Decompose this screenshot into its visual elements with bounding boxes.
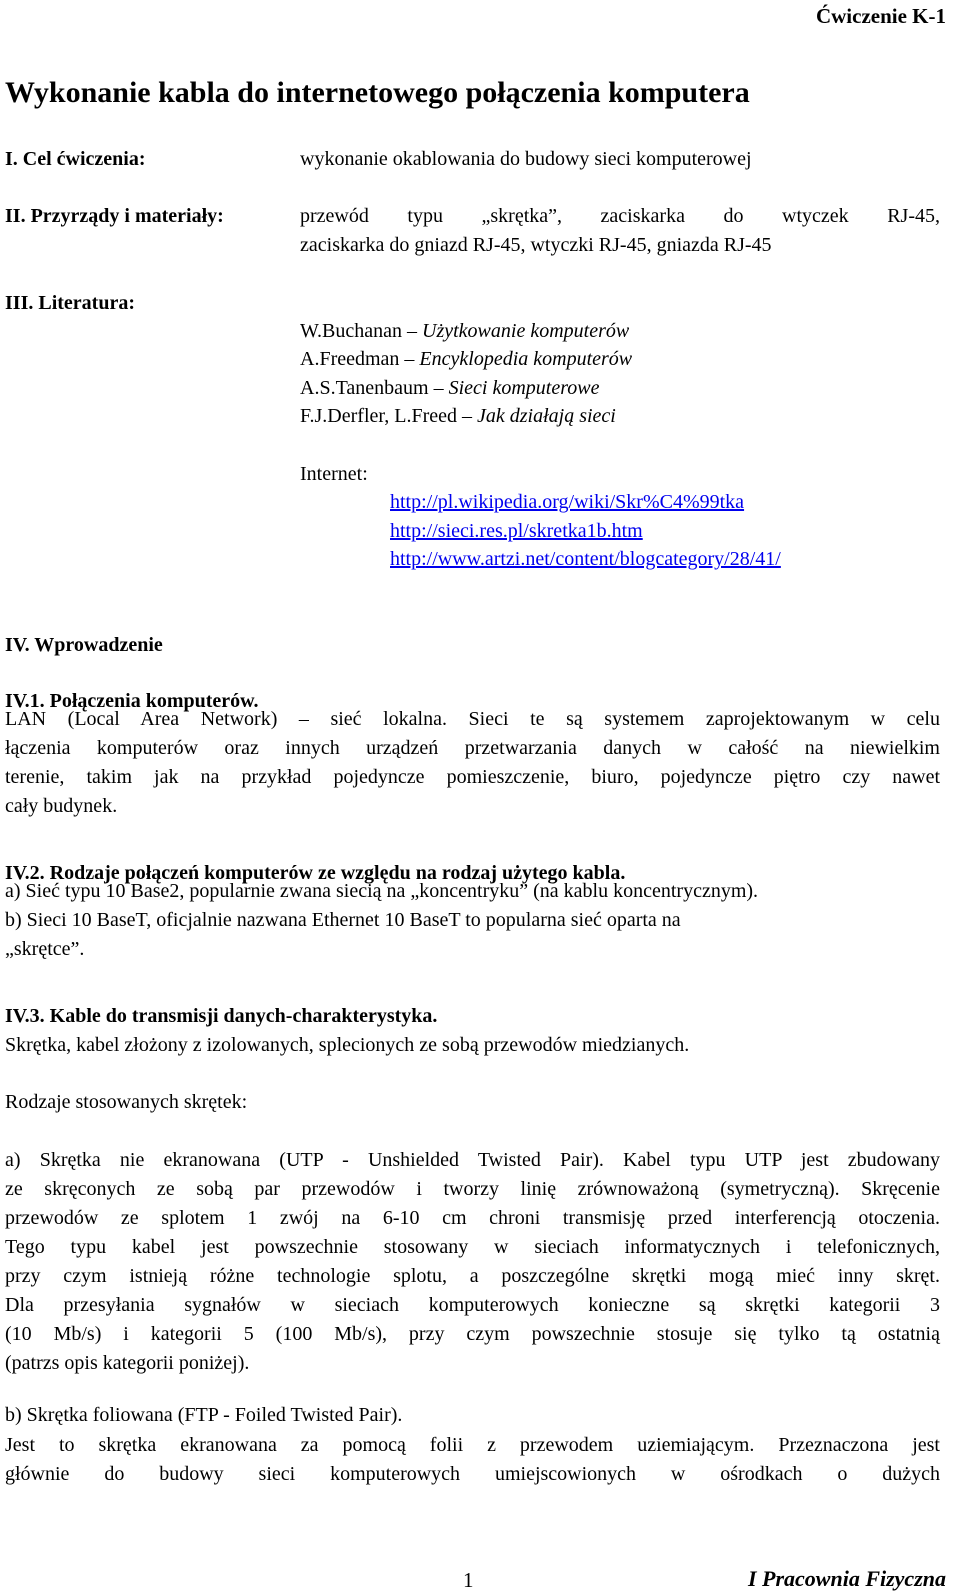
subsection-heading: IV.2. Rodzaje połączeń komputerów ze względu na rodzaj użytego kabla. [5,862,626,884]
connection-types [5,877,940,964]
tools-line-1: przewód typu „skrętka”, zaciskarka do wtyczek RJ-45, [300,205,940,227]
book-author: W.Buchanan – [300,320,423,342]
book-title: Jak działają sieci [477,405,616,427]
link-wikipedia[interactable]: http://pl.wikipedia.org/wiki/Skr%C4%99tka [390,491,745,513]
tools-line-2: zaciskarka do gniazd RJ-45, wtyczki RJ-45, gniazda RJ-45 [300,234,772,256]
text-line: LAN (Local Area Network) – sieć lokalna. Sieci te są systemem zaprojektowanym w celu [5,708,940,730]
text-line: terenie, takim jak na przykład pojedyncze pomieszczenie, biuro, pojedyncze piętro czy nawet [5,766,940,788]
book-title: Encyklopedia komputerów [419,348,633,370]
text-line: „skrętce”. [5,938,85,960]
lan-paragraph [5,705,940,821]
book-title: Sieci komputerowe [448,377,600,399]
tools-label: II. Przyrządy i materiały: [5,205,224,227]
book-title: Użytkowanie komputerów [422,320,630,342]
goal-label: I. Cel ćwiczenia: [5,148,146,170]
text-line: b) Sieci 10 BaseT, oficjalnie nazwana Ethernet 10 BaseT to popularna sieć oparta na [5,909,681,931]
exercise-tag: Ćwiczenie K-1 [815,4,946,28]
text-line: ze skręconych ze sobą par przewodów i tworzy linię zrównoważoną (symetryczną). Skręcenie [5,1178,940,1200]
page-number: 1 [463,1568,474,1592]
literature-label: III. Literatura: [5,292,135,314]
text-line: przewodów ze splotem 1 zwój na 6-10 cm chroni transmisję przed interferencją otoczenia. [5,1207,940,1229]
text-line: Dla przesyłania sygnałów w sieciach komputerowych konieczne są skrętki kategorii 3 [5,1294,940,1316]
literature-item [300,377,599,400]
literature-item [300,320,629,343]
twisted-pair-definition: Skrętka, kabel złożony z izolowanych, splecionych ze sobą przewodów miedzianych. [5,1034,690,1056]
link-artzi[interactable]: http://www.artzi.net/content/blogcategory/28/41/ [390,548,781,570]
text-line: łączenia komputerów oraz innych urządzeń przetwarzania danych w całość na niewielkim [5,737,940,759]
text-line: głównie do budowy sieci komputerowych umiejscowionych w ośrodkach o dużych [5,1463,940,1485]
internet-label: Internet: [300,463,368,485]
types-label: Rodzaje stosowanych skrętek: [5,1091,248,1113]
text-line: a) Skrętka nie ekranowana (UTP - Unshielded Twisted Pair). Kabel typu UTP jest zbudowany [5,1149,940,1171]
utp-paragraph [5,1146,940,1378]
ftp-heading: b) Skrętka foliowana (FTP - Foiled Twisted Pair). [5,1404,403,1426]
subsection-heading: IV.1. Połączenia komputerów. [5,690,259,712]
text-line: a) Sieć typu 10 Base2, popularnie zwana siecią na „koncentryku” (na kablu koncentrycznym). [5,880,759,902]
text-line: Jest to skrętka ekranowana za pomocą folii z przewodem uziemiającym. Przeznaczona jest [5,1434,940,1456]
goal-value: wykonanie okablowania do budowy sieci komputerowej [300,148,752,170]
text-line: cały budynek. [5,795,118,817]
text-line: Tego typu kabel jest powszechnie stosowany w sieciach informatycznych i telefonicznych, [5,1236,940,1258]
book-author: F.J.Derfler, L.Freed – [300,405,477,427]
document-title: Wykonanie kabla do internetowego połączenia komputera [5,76,750,109]
text-line: przy czym istnieją różne technologie splotu, a poszczególne skrętki mogą mieć inny skręt. [5,1265,940,1287]
book-author: A.Freedman – [300,348,420,370]
subsection-heading: IV.3. Kable do transmisji danych-charakterystyka. [5,1005,438,1027]
intro-heading: IV. Wprowadzenie [5,634,163,656]
link-sieci[interactable]: http://sieci.res.pl/skretka1b.htm [390,520,643,542]
ftp-paragraph [5,1431,940,1489]
literature-item [300,348,632,371]
text-line: (10 Mb/s) i kategorii 5 (100 Mb/s), przy czym powszechnie stosuje się tylko tą ostatnią [5,1323,940,1345]
lab-name: I Pracownia Fizyczna [747,1566,946,1591]
book-author: A.S.Tanenbaum – [300,377,449,399]
text-line: (patrzs opis kategorii poniżej). [5,1352,250,1374]
literature-item [300,405,616,428]
